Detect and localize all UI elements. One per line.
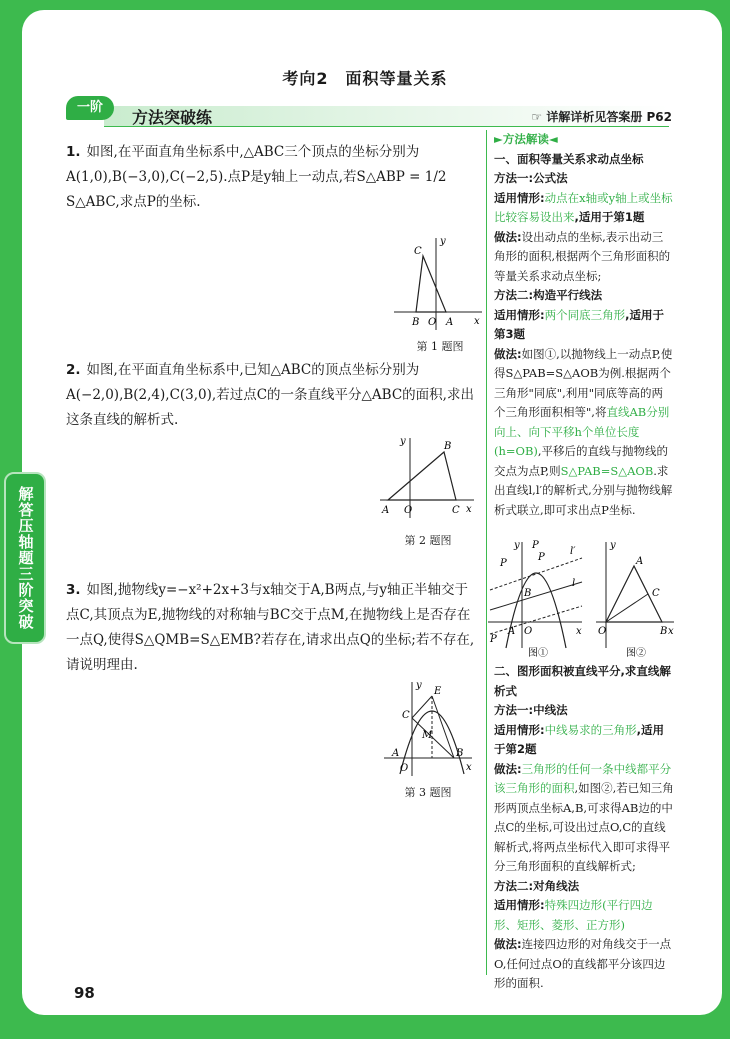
use-text: 动点在x轴或y轴上或坐标比较容易设出来 bbox=[494, 190, 673, 224]
method-3-name: 方法一:中线法 bbox=[494, 703, 568, 717]
label-c: C bbox=[452, 505, 460, 516]
triangle-abc bbox=[416, 256, 446, 312]
do-text-c: .求出直线l,l′的解析式,分别与抛物线解析式联立,即可求出点P坐标. bbox=[494, 463, 673, 517]
label-a: A bbox=[636, 556, 644, 567]
label-m: M bbox=[422, 730, 433, 741]
method-panel bbox=[494, 130, 674, 520]
do-text-b: ,平移后的直线与抛物线的交点为点P,则 bbox=[494, 444, 669, 478]
problem-number: 3. bbox=[66, 582, 81, 598]
page-number: 98 bbox=[74, 984, 95, 1002]
problem-text: 如图,在平面直角坐标系中,△ABC三个顶点的坐标分别为A(1,0),B(−3,0),C(−2,5).点P是y轴上一动点,若S△ABP = 1/2 S△ABC,求点P的坐标. bbox=[66, 144, 447, 210]
method-4-name: 方法二:对角线法 bbox=[494, 878, 580, 893]
fig1-caption: 图① bbox=[528, 648, 548, 658]
problem-number: 1. bbox=[66, 144, 81, 160]
label-b: B bbox=[444, 441, 452, 452]
do-text: ,如图②,若已知三角形两顶点坐标A,B,可求得AB边的中点C的坐标,可设出过点O,C的直线解析式,将两点坐标代入即可求得平分三角形面积的直线解析式; bbox=[494, 781, 674, 873]
median-oc bbox=[606, 594, 648, 622]
label-x: x bbox=[668, 626, 674, 637]
label-l-prime: l′ bbox=[570, 546, 576, 557]
method-2-name: 方法二:构造平行线法 bbox=[494, 288, 603, 302]
label-b: B bbox=[412, 317, 420, 328]
use-label: 适用情形: bbox=[494, 722, 545, 737]
label-a: A bbox=[446, 317, 454, 328]
do-label: 做法: bbox=[494, 229, 522, 244]
method-1-do bbox=[494, 228, 674, 287]
label-c: C bbox=[402, 710, 410, 721]
page-title: 考向2 面积等量关系 bbox=[282, 69, 448, 88]
method-3-do bbox=[494, 760, 674, 877]
label-a: A bbox=[392, 748, 400, 759]
label-y: y bbox=[514, 540, 520, 551]
label-p4: P bbox=[500, 558, 507, 569]
label-o: O bbox=[598, 626, 607, 637]
problem-text: 如图,抛物线y=−x²+2x+3与x轴交于A,B两点,与y轴正半轴交于点C,其顶点为E,抛物线的对称轴与BC交于点M,在抛物线上是否存在一点Q,使得S△QMB=S△EMB?若存在,请求出点Q的坐标;若不存在,请说明理由. bbox=[66, 582, 475, 673]
label-p2: P bbox=[538, 552, 545, 563]
use-label: 适用情形: bbox=[494, 190, 545, 205]
figure-3 bbox=[382, 678, 474, 778]
label-l: l bbox=[572, 578, 576, 589]
label-b: B bbox=[660, 626, 668, 637]
label-x: x bbox=[576, 626, 582, 637]
method-figure-1 bbox=[488, 540, 582, 648]
stage-badge: 一阶 bbox=[66, 96, 114, 120]
label-c: C bbox=[652, 588, 660, 599]
do-text: 连接四边形的对角线交于一点O,任何过点O的直线都平分该四边形的面积. bbox=[494, 937, 672, 990]
do-text: 设出动点的坐标,表示出动三角形的面积,根据两个三角形面积的等量关系求动点坐标; bbox=[494, 229, 671, 283]
label-p3: P bbox=[532, 540, 539, 551]
method-3-use bbox=[494, 721, 674, 760]
label-o: O bbox=[404, 505, 413, 516]
label-a: A bbox=[382, 505, 390, 516]
use-label: 适用情形: bbox=[494, 307, 545, 322]
problem-3 bbox=[66, 578, 478, 678]
use-text: 两个同底三角形 bbox=[544, 307, 626, 322]
method-figure-2 bbox=[596, 540, 674, 648]
side-tab-label: 解答压轴题三阶突破 bbox=[16, 486, 35, 630]
figure-2 bbox=[378, 432, 478, 522]
line-lower bbox=[490, 606, 582, 634]
figure-2-caption: 第 2 题图 bbox=[404, 534, 452, 547]
label-o: O bbox=[524, 626, 533, 637]
use-text: 中线易求的三角形 bbox=[544, 722, 637, 737]
line-l bbox=[490, 582, 582, 610]
part-2-title: 二、图形面积被直线平分,求直线解析式 bbox=[494, 664, 671, 698]
do-text-a: 如图①,以抛物线上一动点P,使得S△PAB=S△AOB为例.根据两个三角形"同底",利用"同底等高的两个三角形面积相等",将 bbox=[494, 346, 673, 419]
method-4-do bbox=[494, 935, 674, 994]
label-c: C bbox=[414, 246, 422, 257]
do-text-green: 三角形的任何一条中线都平分该三角形的面积 bbox=[494, 761, 672, 795]
use-label: 适用情形: bbox=[494, 898, 545, 912]
problem-text: 如图,在平面直角坐标系中,已知△ABC的顶点坐标分别为A(−2,0),B(2,4),C(3,0),若过点C的一条直线平分△ABC的面积,求出这条直线的解析式. bbox=[66, 362, 474, 428]
method-figures bbox=[486, 538, 676, 658]
label-y: y bbox=[400, 436, 406, 447]
figure-1 bbox=[392, 232, 484, 332]
method-heading: ►方法解读◄ bbox=[494, 132, 558, 146]
figure-1-caption: 第 1 题图 bbox=[416, 340, 464, 353]
label-e: E bbox=[434, 686, 442, 697]
do-label: 做法: bbox=[494, 937, 522, 951]
label-o: O bbox=[400, 763, 409, 774]
method-1-use bbox=[494, 189, 674, 228]
label-b: B bbox=[524, 588, 532, 599]
use-text: 特殊四边形(平行四边形、矩形、菱形、正方形) bbox=[494, 898, 653, 932]
label-x: x bbox=[474, 316, 480, 327]
label-y: y bbox=[610, 540, 616, 551]
label-b: B bbox=[456, 748, 464, 759]
problem-2 bbox=[66, 358, 478, 433]
label-a: A bbox=[508, 626, 516, 637]
do-label: 做法: bbox=[494, 761, 522, 776]
answer-reference: ☞ 详解详析见答案册 P62 bbox=[531, 110, 672, 124]
line-eb bbox=[432, 696, 454, 758]
problem-1 bbox=[66, 140, 478, 215]
line-ce bbox=[412, 696, 432, 718]
triangle-abc bbox=[388, 452, 456, 500]
part-1-title: 一、面积等量关系求动点坐标 bbox=[494, 151, 644, 166]
use-tail: ,适用于第1题 bbox=[574, 210, 645, 224]
fig2-caption: 图② bbox=[626, 648, 646, 658]
label-x: x bbox=[466, 762, 472, 773]
side-tab bbox=[4, 472, 46, 644]
label-x: x bbox=[466, 504, 472, 515]
use-tail: ,适用于第3题 bbox=[494, 307, 664, 341]
method-2-use bbox=[494, 306, 674, 345]
method-4-use bbox=[494, 896, 674, 935]
method-2-do bbox=[494, 345, 674, 521]
method-1-name: 方法一:公式法 bbox=[494, 171, 568, 185]
section-header bbox=[60, 100, 672, 127]
problem-number: 2. bbox=[66, 362, 81, 378]
do-text-green: 直线AB分别向上、向下平移h个单位长度(h=OB) bbox=[494, 405, 670, 458]
label-y: y bbox=[416, 680, 422, 691]
section-name: 方法突破练 bbox=[132, 108, 213, 127]
do-text-green-2: S△PAB=S△AOB bbox=[560, 463, 654, 478]
label-p1: P bbox=[490, 634, 497, 645]
method-panel-2 bbox=[494, 662, 674, 994]
do-label: 做法: bbox=[494, 346, 522, 361]
label-o: O bbox=[428, 317, 437, 328]
label-y: y bbox=[440, 236, 446, 247]
line-bc bbox=[412, 718, 454, 758]
use-tail: ,适用于第2题 bbox=[494, 722, 664, 756]
figure-3-caption: 第 3 题图 bbox=[404, 786, 452, 799]
